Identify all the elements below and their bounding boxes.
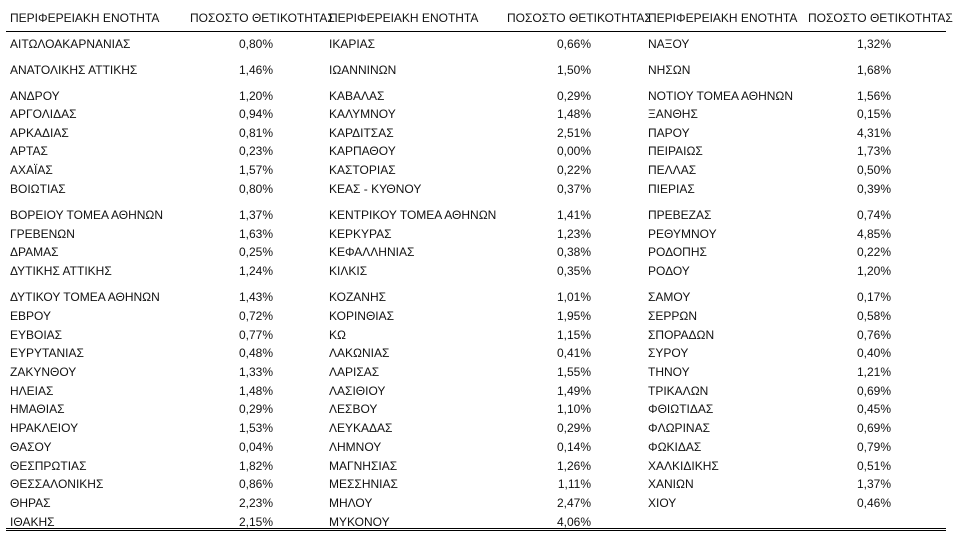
positivity-value: 1,20% [238, 89, 273, 103]
region-name: ΘΗΡΑΣ [10, 496, 51, 510]
positivity-value: 0,00% [556, 144, 591, 158]
region-name: ΝΟΤΙΟΥ ΤΟΜΕΑ ΑΘΗΝΩΝ [648, 89, 794, 103]
region-name: ΙΩΑΝΝΙΝΩΝ [329, 63, 397, 77]
positivity-value: 2,23% [238, 496, 273, 510]
region-name: ΞΑΝΘΗΣ [648, 107, 698, 121]
positivity-value: 1,46% [238, 63, 273, 77]
region-name: ΙΚΑΡΙΑΣ [329, 37, 376, 51]
positivity-value: 1,73% [856, 144, 891, 158]
positivity-value: 0,22% [856, 245, 891, 259]
positivity-value: 1,56% [856, 89, 891, 103]
region-name: ΤΗΝΟΥ [648, 365, 690, 379]
positivity-value: 1,48% [238, 384, 273, 398]
region-name: ΡΟΔΟΥ [648, 264, 690, 278]
region-name: ΣΥΡΟΥ [648, 346, 689, 360]
positivity-value: 0,41% [556, 346, 591, 360]
region-name: ΚΩ [329, 328, 346, 342]
positivity-value: 0,23% [238, 144, 273, 158]
region-name: ΕΥΡΥΤΑΝΙΑΣ [10, 346, 84, 360]
region-name: ΛΕΣΒΟΥ [329, 402, 378, 416]
region-name: ΗΜΑΘΙΑΣ [10, 402, 65, 416]
region-name: ΠΙΕΡΙΑΣ [648, 182, 695, 196]
region-name: ΗΡΑΚΛΕΙΟΥ [10, 421, 79, 435]
region-name: ΣΑΜΟΥ [648, 290, 691, 304]
region-name: ΧΑΛΚΙΔΙΚΗΣ [648, 459, 719, 473]
region-name: ΛΑΡΙΣΑΣ [329, 365, 380, 379]
positivity-value: 1,01% [556, 290, 591, 304]
positivity-value: 0,66% [556, 37, 591, 51]
region-name: ΑΝΑΤΟΛΙΚΗΣ ΑΤΤΙΚΗΣ [10, 63, 138, 77]
positivity-value: 0,58% [856, 309, 891, 323]
positivity-value: 1,21% [856, 365, 891, 379]
positivity-value: 0,48% [238, 346, 273, 360]
region-name: ΜΑΓΝΗΣΙΑΣ [329, 459, 398, 473]
region-name: ΓΡΕΒΕΝΩΝ [10, 227, 75, 241]
region-name: ΤΡΙΚΑΛΩΝ [648, 384, 709, 398]
region-name: ΠΕΛΛΑΣ [648, 163, 697, 177]
positivity-value: 0,22% [556, 163, 591, 177]
positivity-value: 1,11% [557, 477, 591, 491]
positivity-value: 0,38% [556, 245, 591, 259]
positivity-value: 4,85% [856, 227, 891, 241]
positivity-value: 0,80% [238, 182, 273, 196]
region-name: ΠΡΕΒΕΖΑΣ [648, 208, 712, 222]
region-name: ΑΡΤΑΣ [10, 144, 48, 158]
header-region-3: ΠΕΡΙΦΕΡΕΙΑΚΗ ΕΝΟΤΗΤΑ [648, 11, 798, 25]
positivity-value: 0,29% [238, 402, 273, 416]
region-name: ΦΩΚΙΔΑΣ [648, 440, 702, 454]
region-name: ΖΑΚΥΝΘΟΥ [10, 365, 77, 379]
region-name: ΔΥΤΙΚΗΣ ΑΤΤΙΚΗΣ [10, 264, 112, 278]
region-name: ΚΑΛΥΜΝΟΥ [329, 107, 396, 121]
positivity-value: 1,15% [556, 328, 591, 342]
region-name: ΑΡΚΑΔΙΑΣ [10, 126, 69, 140]
positivity-value: 1,43% [238, 290, 273, 304]
positivity-value: 1,41% [556, 208, 591, 222]
positivity-value: 0,37% [556, 182, 591, 196]
region-name: ΜΗΛΟΥ [329, 496, 373, 510]
positivity-value: 0,79% [856, 440, 891, 454]
region-name: ΘΑΣΟΥ [10, 440, 52, 454]
positivity-value: 0,14% [556, 440, 591, 454]
positivity-value: 1,37% [238, 208, 273, 222]
positivity-value: 1,49% [556, 384, 591, 398]
region-name: ΘΕΣΣΑΛΟΝΙΚΗΣ [10, 477, 104, 491]
positivity-value: 0,94% [238, 107, 273, 121]
region-name: ΚΟΡΙΝΘΙΑΣ [329, 309, 395, 323]
region-name: ΣΠΟΡΑΔΩΝ [648, 328, 715, 342]
positivity-value: 1,53% [238, 421, 273, 435]
bottom-rule [6, 528, 946, 529]
positivity-value: 0,72% [238, 309, 273, 323]
positivity-value: 1,37% [856, 477, 891, 491]
positivity-value: 2,15% [238, 515, 273, 529]
region-name: ΦΘΙΩΤΙΔΑΣ [648, 402, 714, 416]
header-region-2: ΠΕΡΙΦΕΡΕΙΑΚΗ ΕΝΟΤΗΤΑ [329, 11, 479, 25]
positivity-value: 1,95% [556, 309, 591, 323]
header-value-2: ΠΟΣΟΣΤΟ ΘΕΤΙΚΟΤΗΤΑΣ [507, 11, 652, 25]
header-value-1: ΠΟΣΟΣΤΟ ΘΕΤΙΚΟΤΗΤΑΣ [190, 11, 335, 25]
positivity-value: 0,86% [238, 477, 273, 491]
region-name: ΚΑΡΠΑΘΟΥ [329, 144, 396, 158]
region-name: ΚΑΒΑΛΑΣ [329, 89, 385, 103]
region-name: ΚΑΡΔΙΤΣΑΣ [329, 126, 394, 140]
positivity-value: 0,80% [238, 37, 273, 51]
positivity-value: 2,47% [556, 496, 591, 510]
positivity-value: 0,69% [856, 421, 891, 435]
region-name: ΝΑΞΟΥ [648, 37, 690, 51]
region-name: ΜΥΚΟΝΟΥ [329, 515, 390, 529]
positivity-value: 1,20% [856, 264, 891, 278]
positivity-value: 0,39% [856, 182, 891, 196]
positivity-value: 1,57% [238, 163, 273, 177]
positivity-value: 0,15% [856, 107, 891, 121]
region-name: ΚΙΛΚΙΣ [329, 264, 368, 278]
region-name: ΚΑΣΤΟΡΙΑΣ [329, 163, 396, 177]
positivity-value: 0,35% [556, 264, 591, 278]
positivity-value: 0,81% [238, 126, 273, 140]
region-name: ΙΘΑΚΗΣ [10, 515, 55, 529]
positivity-value: 0,46% [856, 496, 891, 510]
positivity-value: 1,26% [556, 459, 591, 473]
region-name: ΑΧΑΪΑΣ [10, 163, 53, 177]
region-name: ΧΑΝΙΩΝ [648, 477, 694, 491]
region-name: ΧΙΟΥ [648, 496, 677, 510]
positivity-value: 0,29% [556, 421, 591, 435]
region-name: ΘΕΣΠΡΩΤΙΑΣ [10, 459, 87, 473]
region-name: ΚΕΑΣ - ΚΥΘΝΟΥ [329, 182, 422, 196]
positivity-value: 0,17% [856, 290, 891, 304]
positivity-value: 1,68% [856, 63, 891, 77]
positivity-value: 1,24% [238, 264, 273, 278]
region-name: ΛΑΣΙΘΙΟΥ [329, 384, 386, 398]
region-name: ΠΑΡΟΥ [648, 126, 690, 140]
positivity-value: 1,32% [856, 37, 891, 51]
region-name: ΡΕΘΥΜΝΟΥ [648, 227, 717, 241]
positivity-value: 0,77% [238, 328, 273, 342]
header-divider [6, 31, 946, 32]
positivity-value: 0,69% [856, 384, 891, 398]
positivity-value: 0,29% [556, 89, 591, 103]
region-name: ΛΑΚΩΝΙΑΣ [329, 346, 390, 360]
region-name: ΔΡΑΜΑΣ [10, 245, 59, 259]
positivity-value: 0,45% [856, 402, 891, 416]
region-name: ΑΡΓΟΛΙΔΑΣ [10, 107, 77, 121]
region-name: ΚΟΖΑΝΗΣ [329, 290, 387, 304]
positivity-value: 1,82% [238, 459, 273, 473]
positivity-value: 1,63% [238, 227, 273, 241]
positivity-value: 0,76% [856, 328, 891, 342]
region-name: ΛΕΥΚΑΔΑΣ [329, 421, 393, 435]
header-value-3: ΠΟΣΟΣΤΟ ΘΕΤΙΚΟΤΗΤΑΣ [808, 11, 953, 25]
region-name: ΕΒΡΟΥ [10, 309, 51, 323]
header-region-1: ΠΕΡΙΦΕΡΕΙΑΚΗ ΕΝΟΤΗΤΑ [10, 11, 160, 25]
region-name: ΚΕΝΤΡΙΚΟΥ ΤΟΜΕΑ ΑΘΗΝΩΝ [329, 208, 497, 222]
positivity-value: 1,55% [556, 365, 591, 379]
positivity-value: 0,25% [238, 245, 273, 259]
region-name: ΚΕΡΚΥΡΑΣ [329, 227, 392, 241]
positivity-value: 0,51% [856, 459, 891, 473]
region-name: ΑΙΤΩΛΟΑΚΑΡΝΑΝΙΑΣ [10, 37, 131, 51]
region-name: ΠΕΙΡΑΙΩΣ [648, 144, 703, 158]
region-name: ΛΗΜΝΟΥ [329, 440, 382, 454]
positivity-value: 2,51% [556, 126, 591, 140]
region-name: ΑΝΔΡΟΥ [10, 89, 60, 103]
positivity-value: 4,31% [856, 126, 891, 140]
positivity-value: 1,10% [556, 402, 591, 416]
positivity-value: 1,50% [556, 63, 591, 77]
region-name: ΒΟΙΩΤΙΑΣ [10, 182, 66, 196]
positivity-value: 1,33% [238, 365, 273, 379]
region-name: ΦΛΩΡΙΝΑΣ [648, 421, 710, 435]
positivity-value: 0,50% [856, 163, 891, 177]
bottom-rule-double [6, 530, 946, 531]
region-name: ΣΕΡΡΩΝ [648, 309, 698, 323]
region-name: ΝΗΣΩΝ [648, 63, 691, 77]
region-name: ΒΟΡΕΙΟΥ ΤΟΜΕΑ ΑΘΗΝΩΝ [10, 208, 164, 222]
region-name: ΡΟΔΟΠΗΣ [648, 245, 707, 259]
region-name: ΚΕΦΑΛΛΗΝΙΑΣ [329, 245, 415, 259]
positivity-value: 0,04% [238, 440, 273, 454]
positivity-value: 1,23% [556, 227, 591, 241]
positivity-value: 1,48% [556, 107, 591, 121]
positivity-value: 4,06% [556, 515, 591, 529]
region-name: ΜΕΣΣΗΝΙΑΣ [329, 477, 398, 491]
positivity-value: 0,74% [856, 208, 891, 222]
region-name: ΔΥΤΙΚΟΥ ΤΟΜΕΑ ΑΘΗΝΩΝ [10, 290, 160, 304]
positivity-value: 0,40% [856, 346, 891, 360]
region-name: ΗΛΕΙΑΣ [10, 384, 54, 398]
region-name: ΕΥΒΟΙΑΣ [10, 328, 63, 342]
